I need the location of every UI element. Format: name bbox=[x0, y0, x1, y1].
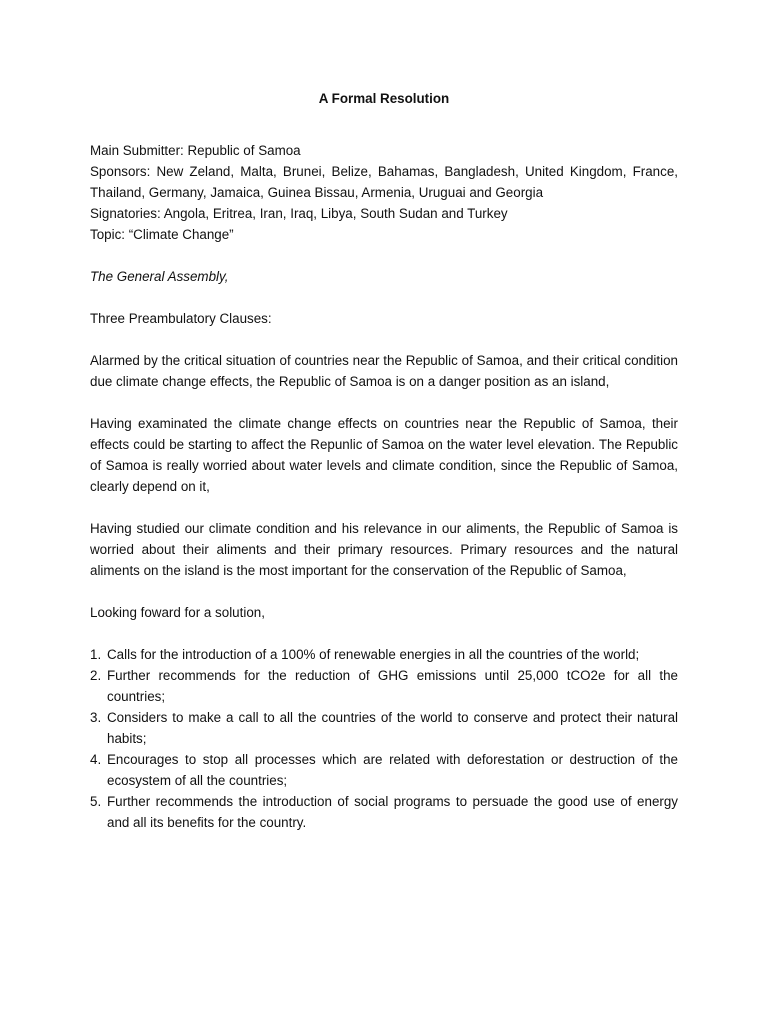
spacer bbox=[90, 392, 678, 413]
clause-number: 1. bbox=[90, 647, 102, 662]
main-submitter: Main Submitter: Republic of Samoa bbox=[90, 143, 301, 158]
preamble-heading: Three Preambulatory Clauses: bbox=[90, 311, 272, 326]
document-title: A Formal Resolution bbox=[318, 91, 450, 106]
spacer bbox=[90, 623, 678, 644]
spacer bbox=[90, 245, 678, 266]
signatories: Signatories: Angola, Eritrea, Iran, Iraq, Libya, South Sudan and Turkey bbox=[90, 206, 508, 221]
spacer bbox=[90, 287, 678, 308]
preambulatory-clause: Having studied our climate condition and his relevance in our aliments, the Republic of Samoa is worried about their aliments and their primary resources. Primary resources and the natural aliments on the island is the most important for the conservation of the Republic of Samoa, bbox=[90, 521, 678, 578]
preambulatory-clause: Alarmed by the critical situation of countries near the Republic of Samoa, and their critical condition due climate change effects, the Republic of Samoa is on a danger position as an island, bbox=[90, 353, 678, 389]
clause-number: 5. bbox=[90, 794, 102, 809]
topic: Topic: “Climate Change” bbox=[90, 227, 234, 242]
clause-text: Encourages to stop all processes which are related with deforestation or destruction of the ecosystem of all the countries; bbox=[107, 752, 678, 788]
clause-text: Further recommends the introduction of social programs to persuade the good use of energy and all its benefits for the country. bbox=[107, 794, 678, 830]
clause-text: Further recommends for the reduction of GHG emissions until 25,000 tCO2e for all the countries; bbox=[107, 668, 678, 704]
operative-clauses-list bbox=[90, 644, 678, 833]
spacer bbox=[90, 581, 678, 602]
operative-clause bbox=[90, 791, 678, 833]
operative-clause bbox=[90, 665, 678, 707]
clause-number: 2. bbox=[90, 668, 102, 683]
operative-clause bbox=[90, 644, 678, 665]
clause-number: 3. bbox=[90, 710, 102, 725]
preambulatory-clause: Looking foward for a solution, bbox=[90, 605, 265, 620]
operative-clause bbox=[90, 749, 678, 791]
clause-text: Calls for the introduction of a 100% of renewable energies in all the countries of the world; bbox=[107, 647, 640, 662]
sponsors: Sponsors: New Zeland, Malta, Brunei, Belize, Bahamas, Bangladesh, United Kingdom, France, Thailand, Germany, Jamaica, Guinea Bissau, Armenia, Uruguai and Georgia bbox=[90, 164, 678, 200]
spacer bbox=[90, 329, 678, 350]
clause-number: 4. bbox=[90, 752, 102, 767]
document-page bbox=[90, 88, 678, 833]
spacer bbox=[90, 497, 678, 518]
operative-clause bbox=[90, 707, 678, 749]
general-assembly: The General Assembly, bbox=[90, 269, 229, 284]
preambulatory-clause: Having examinated the climate change effects on countries near the Republic of Samoa, their effects could be starting to affect the Repunlic of Samoa on the water level elevation. The Republic of Samoa is really worried about water levels and climate condition, since the Republic of Samoa, clearly depend on it, bbox=[90, 416, 678, 494]
clause-text: Considers to make a call to all the countries of the world to conserve and protect their natural habits; bbox=[107, 710, 678, 746]
